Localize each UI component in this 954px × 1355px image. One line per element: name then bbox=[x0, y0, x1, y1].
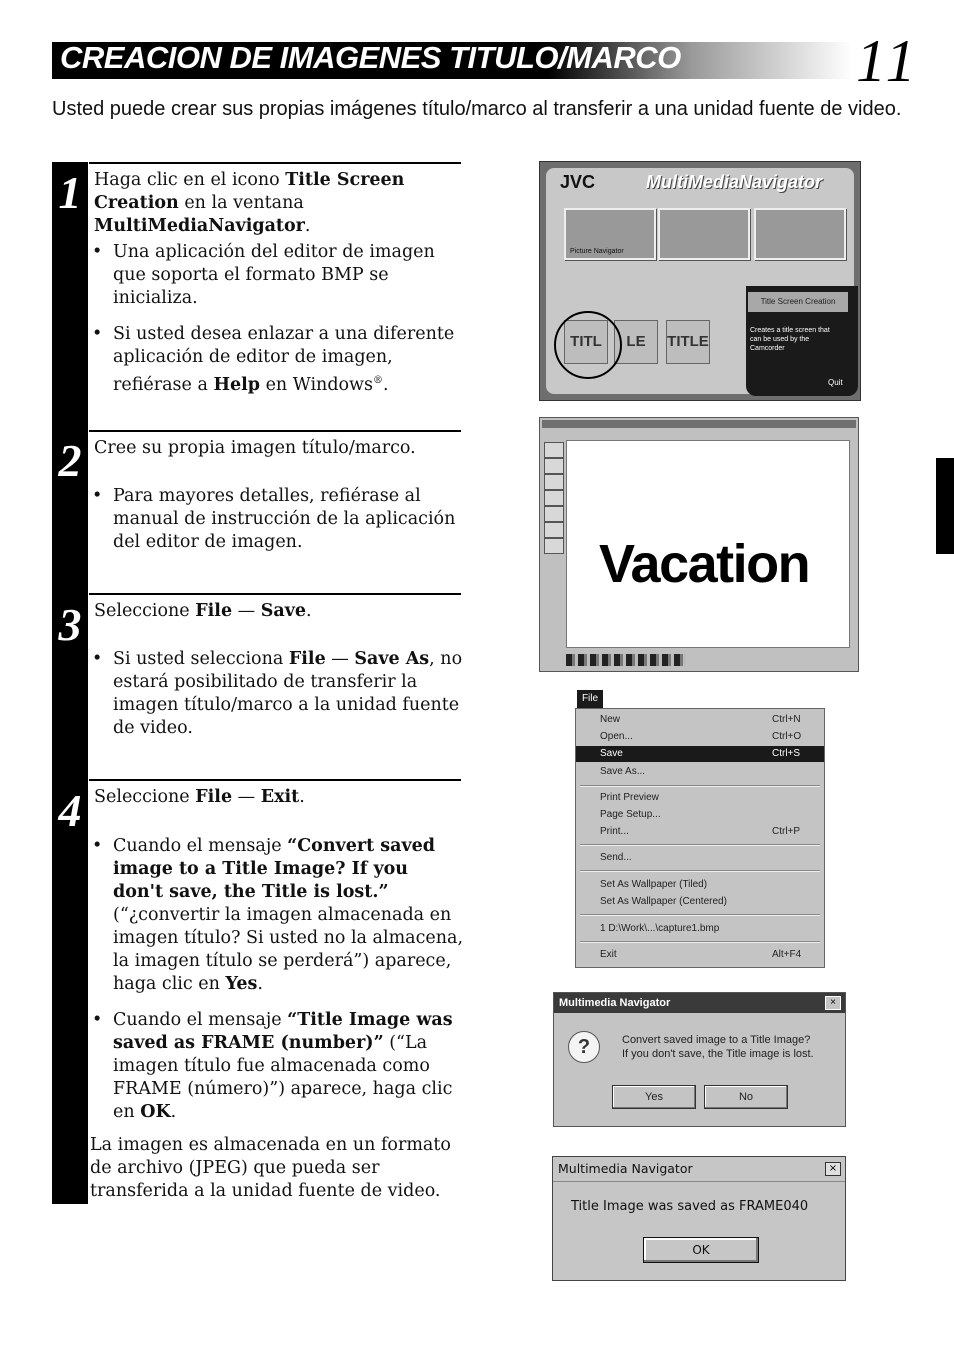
list-item: • Cuando el mensaje “Convert saved image to a Title Image? If you don't save, the Title is lost.” (“¿convertir la imagen almacenada en imagen título? Si usted no la almacena, la imagen título se perderá”) aparece, haga clic en Yes. bbox=[90, 835, 464, 996]
quit-button[interactable]: Quit bbox=[828, 378, 843, 387]
menu-item-new[interactable] bbox=[576, 712, 824, 728]
menu-label: Print... bbox=[600, 826, 629, 837]
mmn-brand-title: MultiMediaNavigator bbox=[646, 172, 823, 192]
step-4-note: La imagen es almacenada en un formato de archivo (JPEG) que pueda ser transferida a la unidad fuente de video. bbox=[90, 1135, 451, 1201]
paint-editor-screenshot bbox=[539, 417, 859, 672]
photo-thumb[interactable] bbox=[754, 208, 846, 260]
menu-item-print-preview[interactable] bbox=[576, 790, 824, 806]
dialog-title-text: Multimedia Navigator bbox=[558, 1161, 693, 1176]
mmn-window bbox=[546, 168, 854, 394]
step-number-3: 3 bbox=[58, 599, 82, 650]
step-divider-3 bbox=[89, 593, 461, 595]
dialog-message-line: Convert saved image to a Title Image? bbox=[622, 1034, 811, 1046]
line-tool-icon[interactable] bbox=[544, 538, 564, 554]
file-menu-label[interactable]: File bbox=[577, 690, 603, 708]
step-number-2: 2 bbox=[58, 435, 82, 486]
list-item: • Si usted selecciona File — Save As, no estará posibilitado de transferir la imagen título/marco a la unidad fuente de video. bbox=[90, 648, 464, 740]
text-tool-icon[interactable] bbox=[544, 522, 564, 538]
menu-label: Set As Wallpaper (Centered) bbox=[600, 896, 727, 907]
title-screen-creation-label: Title Screen Creation bbox=[748, 292, 848, 312]
menu-label: 1 D:\Work\...\capture1.bmp bbox=[600, 923, 720, 934]
step-3-instruction: Seleccione File — Save. bbox=[94, 601, 312, 621]
frame-button[interactable]: LE bbox=[614, 320, 658, 364]
step-3-bullets bbox=[90, 648, 464, 753]
menu-label: Print Preview bbox=[600, 792, 659, 803]
list-item: • Una aplicación del editor de imagen que soporta el formato BMP se inicializa. bbox=[90, 241, 464, 310]
dialog-title-text: Multimedia Navigator bbox=[559, 997, 671, 1009]
dialog-message: Title Image was saved as FRAME040 bbox=[571, 1199, 809, 1214]
menu-shortcut: Ctrl+O bbox=[772, 731, 802, 742]
jvc-logo: JVC bbox=[560, 172, 596, 192]
step-1-bold-tsc: Title Screen Creation bbox=[94, 170, 405, 213]
step-2-bullets bbox=[90, 485, 464, 567]
list-item: • Si usted desea enlazar a una diferente aplicación de editor de imagen, refiérase a Help en Windows®. bbox=[90, 323, 464, 397]
menu-separator bbox=[580, 914, 820, 916]
file-menu-screenshot bbox=[575, 708, 825, 968]
dialog-title bbox=[553, 1157, 845, 1182]
menu-item-exit[interactable] bbox=[576, 947, 824, 963]
menu-separator bbox=[580, 844, 820, 846]
menu-item-wallpaper-centered[interactable] bbox=[576, 894, 824, 910]
brush-tool-icon[interactable] bbox=[544, 506, 564, 522]
menu-label: Exit bbox=[600, 949, 617, 960]
menu-label: Open... bbox=[600, 731, 633, 742]
title-screen-creation-button[interactable]: TITL bbox=[564, 320, 608, 364]
menu-item-save[interactable] bbox=[576, 746, 824, 762]
menu-label: Save As... bbox=[600, 766, 646, 777]
menu-label: Send... bbox=[600, 852, 632, 863]
menu-label: New bbox=[600, 714, 621, 725]
color-palette[interactable] bbox=[566, 654, 686, 666]
menu-shortcut: Ctrl+S bbox=[772, 748, 801, 759]
step-number-1: 1 bbox=[58, 167, 82, 218]
step-2-instruction: Cree su propia imagen título/marco. bbox=[94, 438, 416, 458]
list-item: • Cuando el mensaje “Title Image was saved as FRAME (number)” (“La imagen título fue almacenada como FRAME (número)”) aparece, haga clic en OK. bbox=[90, 1009, 464, 1124]
close-icon[interactable]: × bbox=[825, 996, 841, 1010]
menu-shortcut: Ctrl+N bbox=[772, 714, 801, 725]
page-number: 11 bbox=[856, 28, 920, 94]
step-1-text-b: en la ventana bbox=[178, 193, 304, 213]
close-icon[interactable]: × bbox=[825, 1162, 841, 1176]
picture-navigator-thumb[interactable] bbox=[564, 208, 656, 260]
step-1-text-a: Haga clic en el icono bbox=[94, 170, 286, 190]
section-title: CREACION DE IMAGENES TITULO/MARCO bbox=[60, 40, 681, 75]
menu-label: Set As Wallpaper (Tiled) bbox=[600, 879, 708, 890]
menu-item-save-as[interactable] bbox=[576, 764, 824, 780]
language-tab-marker bbox=[936, 458, 954, 554]
av-thumb[interactable] bbox=[658, 208, 750, 260]
step-divider-2 bbox=[89, 430, 461, 432]
ok-button[interactable]: OK bbox=[643, 1237, 759, 1263]
menu-item-send[interactable] bbox=[576, 850, 824, 866]
step-divider-1 bbox=[89, 162, 461, 164]
step-1-text-c: . bbox=[304, 216, 311, 236]
menu-item-wallpaper-tiled[interactable] bbox=[576, 877, 824, 893]
canvas-text: Vacation bbox=[599, 534, 810, 594]
title-button[interactable]: TITLE bbox=[666, 320, 710, 364]
step-4-bullets bbox=[90, 835, 464, 1137]
step-divider-4 bbox=[89, 779, 461, 781]
dialog-message bbox=[622, 1033, 844, 1061]
menu-separator bbox=[580, 785, 820, 787]
no-button[interactable]: No bbox=[704, 1085, 788, 1109]
eraser-tool-icon[interactable] bbox=[544, 458, 564, 474]
thumb-label: Picture Navigator bbox=[570, 248, 624, 255]
menu-item-print[interactable] bbox=[576, 824, 824, 840]
highlight-circle bbox=[554, 311, 622, 379]
dialog-message-line: If you don't save, the Title image is lost. bbox=[622, 1048, 814, 1060]
dialog-title bbox=[554, 993, 845, 1013]
saved-dialog bbox=[552, 1156, 846, 1281]
menu-separator bbox=[580, 941, 820, 943]
menu-label: Page Setup... bbox=[600, 809, 661, 820]
fill-tool-icon[interactable] bbox=[544, 474, 564, 490]
menu-label: Save bbox=[600, 748, 623, 759]
pencil-tool-icon[interactable] bbox=[544, 490, 564, 506]
menu-item-open[interactable] bbox=[576, 729, 824, 745]
multimedia-navigator-screenshot bbox=[539, 161, 861, 401]
step-1-instruction bbox=[94, 169, 464, 238]
menu-separator bbox=[580, 870, 820, 872]
paint-title-bar bbox=[542, 420, 856, 428]
step-1-bold-mmn: MultiMediaNavigator bbox=[94, 216, 305, 236]
menu-shortcut: Ctrl+P bbox=[772, 826, 801, 837]
paint-canvas[interactable] bbox=[566, 440, 850, 648]
menu-item-page-setup[interactable] bbox=[576, 807, 824, 823]
list-item: • Para mayores detalles, refiérase al manual de instrucción de la aplicación del editor de imagen. bbox=[90, 485, 464, 554]
convert-dialog bbox=[553, 992, 846, 1127]
step-1-bullets bbox=[90, 241, 464, 410]
question-icon: ? bbox=[568, 1031, 600, 1063]
intro-paragraph: Usted puede crear sus propias imágenes título/marco al transferir a una unidad fuente de video. bbox=[52, 98, 902, 120]
menu-shortcut: Alt+F4 bbox=[772, 949, 802, 960]
menu-item-recent-file[interactable] bbox=[576, 921, 824, 937]
select-tool-icon[interactable] bbox=[544, 442, 564, 458]
mmn-description: Creates a title screen that can be used by the Camcorder bbox=[750, 327, 830, 352]
step-column bbox=[52, 162, 88, 1204]
step-number-4: 4 bbox=[58, 785, 82, 836]
step-4-instruction: Seleccione File — Exit. bbox=[94, 787, 305, 807]
yes-button[interactable]: Yes bbox=[612, 1085, 696, 1109]
